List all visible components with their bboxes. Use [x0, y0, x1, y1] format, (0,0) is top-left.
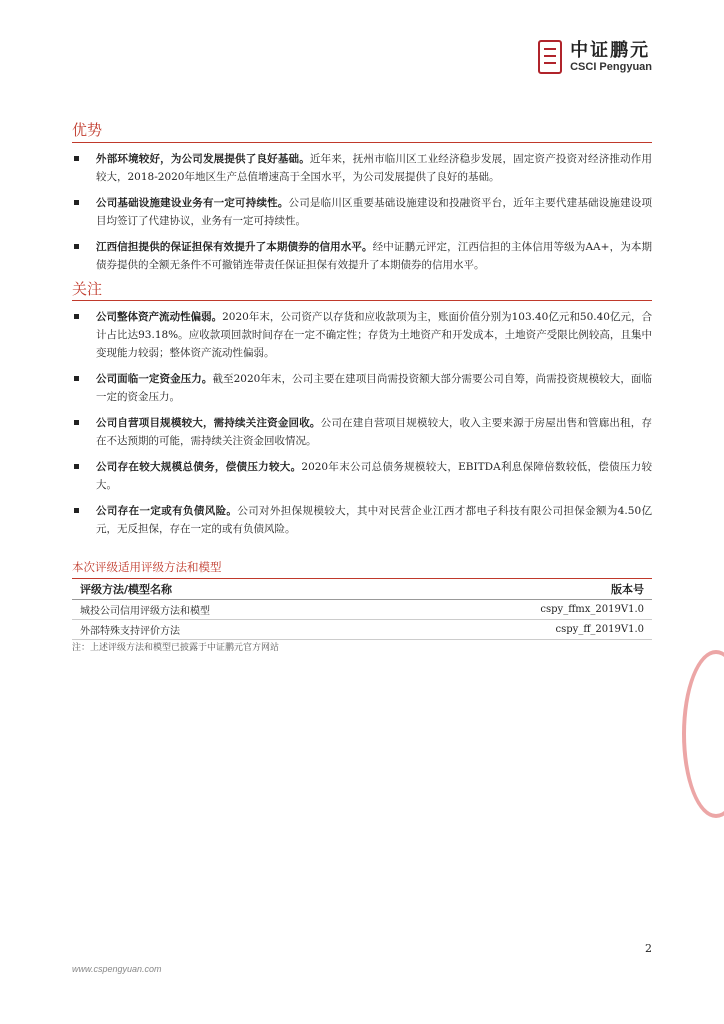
concerns-divider [72, 300, 652, 301]
strengths-divider [72, 142, 652, 143]
company-logo [538, 40, 652, 74]
footer-url: www.cspengyuan.com [72, 964, 162, 974]
strengths-list [72, 150, 652, 282]
item-text: 经中证鹏元评定，江西信担的主体信用等级为AA+，为本期债券提供的全额无条件不可撤销连带责任保证担保有效提升了本期债券的信用水平。 [96, 241, 652, 271]
method-name: 外部特殊支持评价方法 [72, 620, 391, 640]
bullet-icon [74, 314, 79, 319]
bullet-icon [74, 200, 79, 205]
concerns-item [72, 370, 652, 406]
method-version: cspy_ffmx_2019V1.0 [391, 600, 652, 620]
concerns-item [72, 458, 652, 494]
item-text: 公司是临川区重要基础设施建设和投融资平台，近年主要代建基础设施建设项目均签订了代建协议，业务有一定可持续性。 [96, 197, 653, 227]
table-row [72, 620, 652, 640]
item-text: 截至2020年末，公司主要在建项目尚需投资额大部分需要公司自筹，尚需投资规模较大，面临一定的资金压力。 [96, 373, 653, 403]
item-heading: 公司整体资产流动性偏弱。 [96, 311, 223, 323]
concerns-title: 关注 [72, 280, 103, 298]
bullet-icon [74, 156, 79, 161]
item-heading: 公司基础设施建设业务有一定可持续性。 [96, 197, 289, 209]
method-version: cspy_ff_2019V1.0 [391, 620, 652, 640]
page-number: 2 [645, 942, 652, 955]
bullet-icon [74, 420, 79, 425]
concerns-item [72, 414, 652, 450]
concerns-list [72, 308, 652, 546]
item-heading: 公司面临一定资金压力。 [96, 373, 213, 385]
table-row [72, 600, 652, 620]
strengths-item [72, 238, 652, 274]
methods-table [72, 578, 652, 640]
bullet-icon [74, 244, 79, 249]
item-heading: 公司自营项目规模较大，需持续关注资金回收。 [96, 417, 321, 429]
item-text: 公司在建自营项目规模较大，收入主要来源于房屋出售和管廊出租，存在不达预期的可能，需持续关注资金回收情况。 [96, 417, 653, 447]
methods-header-version: 版本号 [391, 579, 652, 600]
item-heading: 江西信担提供的保证担保有效提升了本期债券的信用水平。 [96, 241, 373, 253]
strengths-item [72, 194, 652, 230]
method-name: 城投公司信用评级方法和模型 [72, 600, 391, 620]
seal-stamp [682, 650, 724, 818]
item-text: 公司对外担保规模较大，其中对民营企业江西才都电子科技有限公司担保金额为4.50亿元，无反担保，存在一定的或有负债风险。 [96, 505, 652, 535]
logo-english: CSCI Pengyuan [570, 60, 652, 73]
bullet-icon [74, 508, 79, 513]
methods-note: 注：上述评级方法和模型已披露于中证鹏元官方网站 [72, 643, 280, 653]
bullet-icon [74, 376, 79, 381]
item-heading: 公司存在较大规模总债务，偿债压力较大。 [96, 461, 302, 473]
item-heading: 公司存在一定或有负债风险。 [96, 505, 238, 517]
methods-header-name: 评级方法/模型名称 [72, 579, 391, 600]
methods-title: 本次评级适用评级方法和模型 [72, 560, 222, 574]
logo-mark-icon [538, 40, 562, 74]
item-heading: 外部环境较好，为公司发展提供了良好基础。 [96, 153, 310, 165]
logo-chinese: 中证鹏元 [570, 39, 651, 61]
item-text: 2020年末，公司资产以存货和应收款项为主，账面价值分别为103.40亿元和50.40亿元，合计占比达93.18%。应收款项回款时间存在一定不确定性；存货为土地资产和开发成本，土地资产受限比例较高，且集中变现能力较弱；整体资产流动性偏弱。 [96, 311, 652, 359]
concerns-item [72, 308, 652, 362]
bullet-icon [74, 464, 79, 469]
item-text: 2020年末公司总债务规模较大，EBITDA利息保障倍数较低，偿债压力较大。 [96, 461, 652, 491]
item-text: 近年来，抚州市临川区工业经济稳步发展，固定资产投资对经济推动作用较大，2018-2020年地区生产总值增速高于全国水平，为公司发展提供了良好的基础。 [96, 153, 652, 183]
strengths-item [72, 150, 652, 186]
strengths-title: 优势 [72, 121, 103, 139]
concerns-item [72, 502, 652, 538]
